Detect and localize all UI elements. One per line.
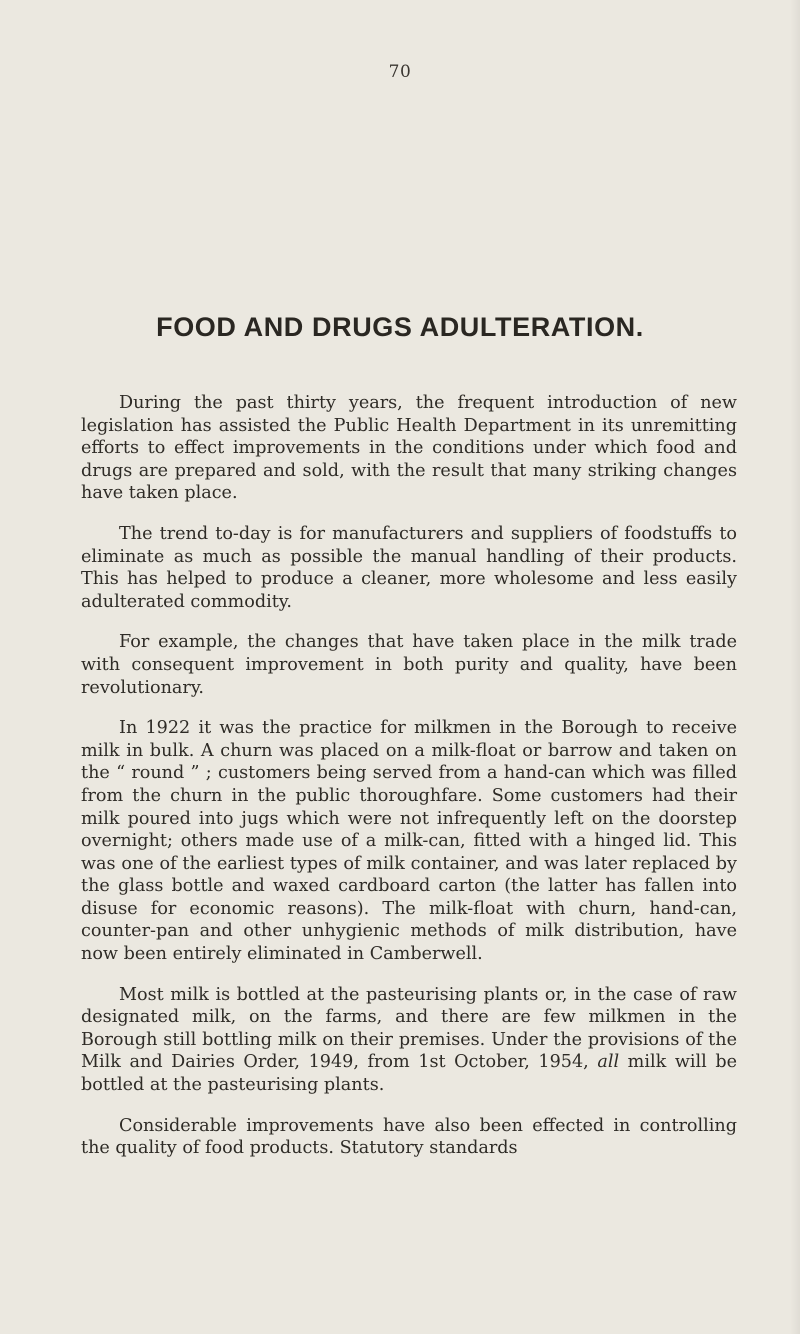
paragraph-milk-trade: For example, the changes that have taken place in the milk trade with consequent improvement in both purity and quality, have been revolutionary. — [81, 632, 737, 698]
paragraph-legislation: During the past thirty years, the frequent introduction of new legislation has assisted the Public Health Department in its unremitting efforts to effect improvements in the conditions under which food and drugs are prepared and sold, with the result that many striking changes have taken place. — [81, 393, 737, 504]
bottling-text-start: Most milk is bottled at the pasteurising plants or, in the case of raw designated milk, on the farms, and there are few milkmen in the Borough still bottling milk on their premises. Under the provisions of the Milk and Dairies Order, 1949, from 1st October, 1954, — [81, 984, 737, 1073]
section-title: FOOD AND DRUGS ADULTERATION. — [156, 312, 644, 342]
bottling-text-end: milk will be bottled at the pasteurising plants. — [81, 1052, 737, 1096]
paragraph-bottling — [81, 984, 737, 1097]
page-number: 70 — [388, 62, 412, 82]
paragraph-quality-control: Considerable improvements have also been effected in controlling the quality of food products. Statutory standards — [81, 1115, 737, 1159]
page-edge-shadow — [790, 0, 800, 1334]
bottling-text-emphasis: all — [597, 1052, 620, 1073]
body-text — [81, 392, 737, 1160]
paragraph-1922-practice: In 1922 it was the practice for milkmen in the Borough to receive milk in bulk. A churn was placed on a milk-float or barrow and taken on the “ round ” ; customers being served from a hand-can which was filled from the churn in the public thoroughfare. Some customers had their milk poured into jugs which were not infrequently left on the doorstep overnight; others made use of a milk-can, fitted with a hinged lid. This was one of the earliest types of milk container, and was later replaced by the glass bottle and waxed cardboard carton (the latter has fallen into disuse for economic reasons). The milk-float with churn, hand-can, counter-pan and other unhygienic methods of milk distribution, have now been entirely eliminated in Camberwell. — [81, 718, 737, 965]
paragraph-manual-handling: The trend to-day is for manufacturers and suppliers of foodstuffs to eliminate as much as possible the manual handling of their products. This has helped to produce a cleaner, more wholesome and less easily adulterated commodity. — [81, 523, 737, 612]
